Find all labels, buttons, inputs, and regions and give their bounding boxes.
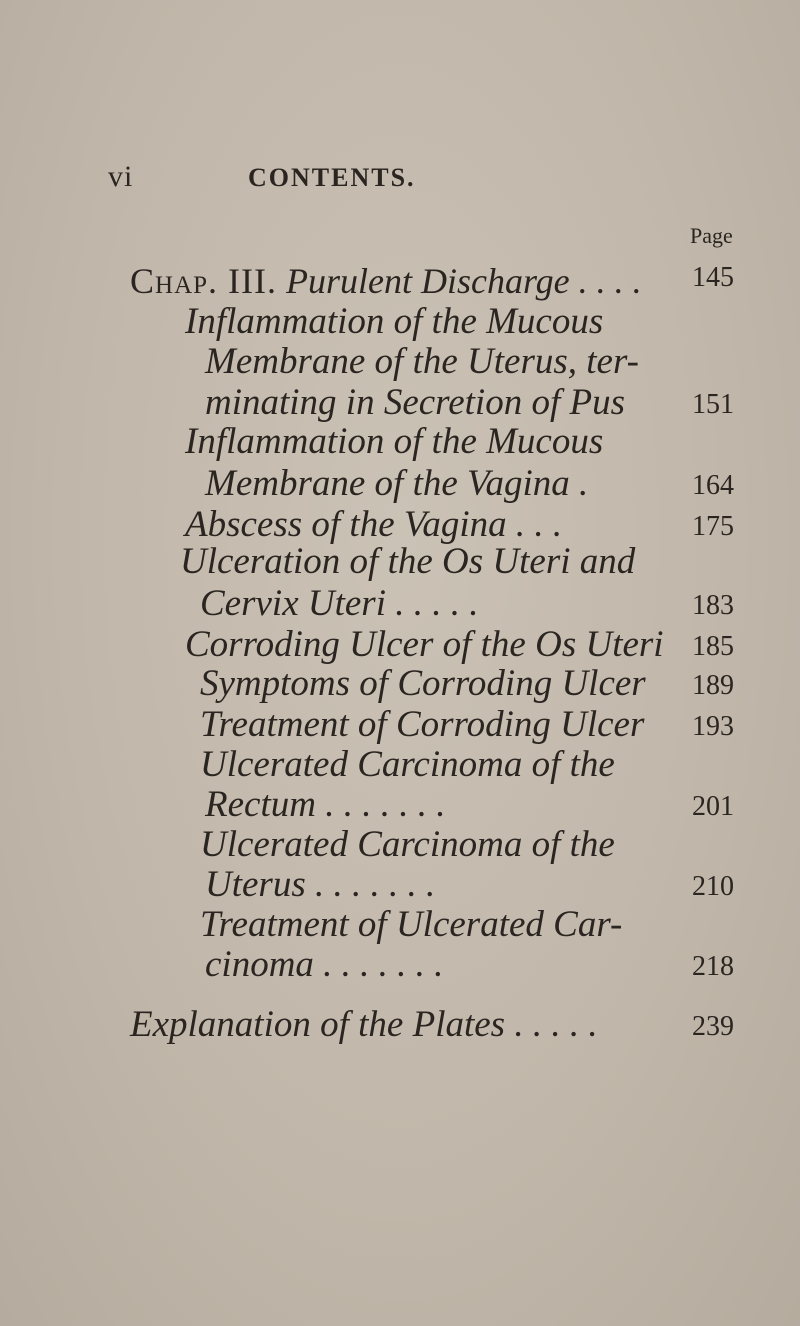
chapter-label: Chap. III. (130, 261, 277, 301)
toc-entry-text: Membrane of the Vagina . (205, 463, 589, 504)
toc-entry-text: Membrane of the Uterus, ter- (205, 341, 639, 382)
toc-entry-page: 193 (692, 711, 734, 742)
toc-entry-page: 183 (692, 590, 734, 621)
toc-entry-page: 175 (692, 511, 734, 542)
toc-entry-text: Inflammation of the Mucous (185, 301, 604, 342)
toc-entry-text: Ulcerated Carcinoma of the (200, 824, 615, 865)
chapter-heading (130, 260, 734, 302)
toc-entry-page: 218 (692, 951, 734, 982)
toc-entry-text: Explanation of the Plates . . . . . (130, 1004, 598, 1045)
toc-entry-page: 239 (692, 1011, 734, 1042)
chapter-page: 145 (692, 262, 734, 293)
toc-entry-text: Cervix Uteri . . . . . (200, 583, 479, 624)
toc-entry-page: 185 (692, 631, 734, 662)
page-folio: vi (108, 160, 134, 193)
toc-entry-text: Treatment of Corroding Ulcer (200, 704, 645, 745)
toc-entry-page: 201 (692, 791, 734, 822)
toc-entry-text: Rectum . . . . . . . (205, 784, 446, 825)
toc-entry-text: cinoma . . . . . . . (205, 944, 444, 985)
toc-entry-page: 164 (692, 470, 734, 501)
toc-entry-text: Abscess of the Vagina . . . (185, 504, 563, 545)
toc-entry-page: 210 (692, 871, 734, 902)
toc-entry-text: Ulcerated Carcinoma of the (200, 744, 615, 785)
chapter-title: Purulent Discharge . . . . (286, 261, 642, 301)
toc-entry-text: Ulceration of the Os Uteri and (180, 541, 636, 582)
toc-entry-text: Symptoms of Corroding Ulcer (200, 663, 646, 704)
running-head: CONTENTS. (248, 163, 416, 192)
toc-entry-page: 151 (692, 389, 734, 420)
toc-entry-page: 189 (692, 670, 734, 701)
toc-entry-text: Treatment of Ulcerated Car- (200, 904, 623, 945)
page-column-label: Page (690, 223, 733, 248)
toc-entry-text: Inflammation of the Mucous (185, 421, 604, 462)
toc-entry-text: minating in Secretion of Pus (205, 382, 625, 423)
toc-entry-text: Uterus . . . . . . . (205, 864, 436, 905)
toc-entry-text: Corroding Ulcer of the Os Uteri (185, 624, 664, 665)
